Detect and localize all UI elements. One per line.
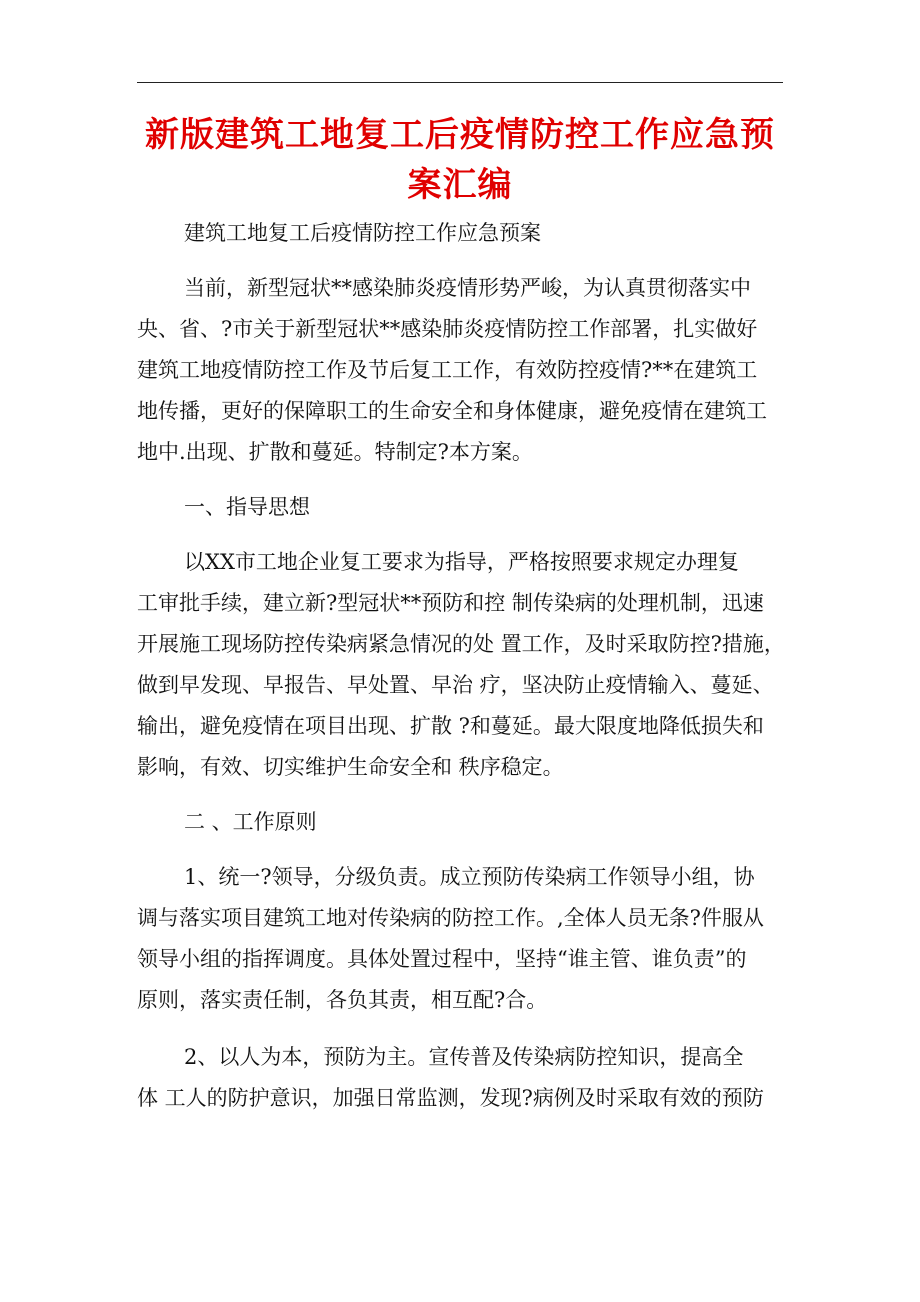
document-title <box>137 110 783 210</box>
text-line: 1、统一?领导，分级负责。成立预防传染病工作领导小组，协 <box>184 865 755 889</box>
text-line: 影响，有效、切实维护生命安全和 秩序稳定。 <box>137 755 564 779</box>
text-line: 当前，新型冠状**感染肺炎疫情形势严峻，为认真贯彻落实中 <box>184 276 751 300</box>
section-heading <box>137 487 797 528</box>
paragraph-principle-2 <box>137 1037 797 1119</box>
text-line: 地中.出现、扩散和蔓延。特制定?本方案。 <box>137 440 533 464</box>
title-line: 新版建筑工地复工后疫情防控工作应急预 <box>145 115 775 155</box>
text-line: 一、指导思想 <box>184 495 310 519</box>
text-line: 调与落实项目建筑工地对传染病的防控工作。,全体人员无条?件服从 <box>137 906 764 930</box>
text-line: 原则，落实责任制，各负其责，相互配?合。 <box>137 988 548 1012</box>
text-line: 领导小组的指挥调度。具体处置过程中，坚持“谁主管、谁负责”的 <box>137 947 747 971</box>
text-line: 地传播，更好的保障职工的生命安全和身体健康，避免疫情在建筑工 <box>137 399 767 423</box>
header-rule <box>137 82 783 83</box>
text-line: 以XX市工地企业复工要求为指导，严格按照要求规定办理复 <box>184 550 739 574</box>
text-line: 二 、工作原则 <box>184 810 317 834</box>
text-line: 建筑工地疫情防控工作及节后复工工作，有效防控疫情?**在建筑工 <box>137 358 758 382</box>
text-line: 工审批手续，建立新?型冠状**预防和控 制传染病的处理机制，迅速 <box>137 591 764 615</box>
document-body <box>137 213 797 1119</box>
text-line: 建筑工地复工后疫情防控工作应急预案 <box>184 221 541 245</box>
section-heading <box>137 802 797 843</box>
text-line: 2、以人为本，预防为主。宣传普及传染病防控知识，提高全 <box>184 1045 744 1069</box>
text-line: 央、省、?市关于新型冠状**感染肺炎疫情防控工作部署，扎实做好 <box>137 317 758 341</box>
paragraph-intro <box>137 268 797 473</box>
title-line: 案汇编 <box>407 165 513 205</box>
text-line: 做到早发现、早报告、早处置、早治 疗，坚决防止疫情输入、蔓延、 <box>137 673 774 697</box>
text-line: 开展施工现场防控传染病紧急情况的处 置工作，及时采取防控?措施， <box>137 632 785 656</box>
paragraph-principle-1 <box>137 857 797 1021</box>
paragraph-guiding <box>137 542 797 788</box>
text-line: 体 工人的防护意识，加强日常监测，发现?病例及时采取有效的预防 <box>137 1086 764 1110</box>
subtitle <box>137 213 797 254</box>
text-line: 输出，避免疫情在项目出现、扩散 ?和蔓延。最大限度地降低损失和 <box>137 714 764 738</box>
